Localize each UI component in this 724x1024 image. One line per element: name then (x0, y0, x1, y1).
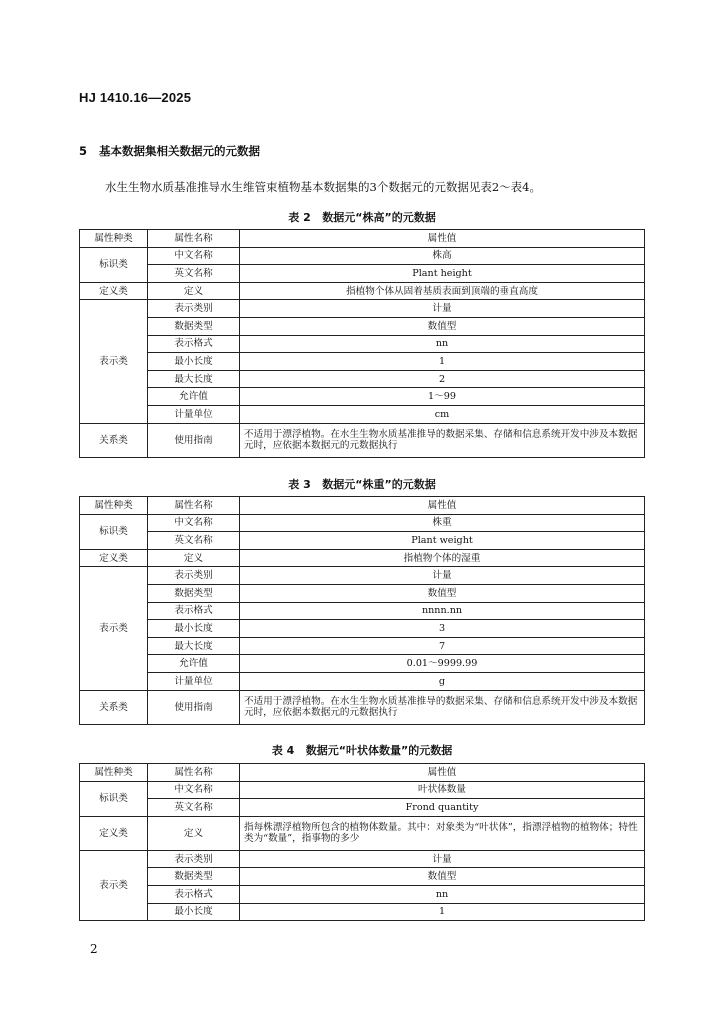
attr-name-cell: 表示类别 (148, 850, 240, 868)
category-cell: 定义类 (80, 282, 148, 300)
attr-name-cell: 最小长度 (148, 353, 240, 371)
table-2 (79, 229, 645, 458)
attr-value-cell: 2 (240, 370, 645, 388)
attr-name-cell: 允许值 (148, 388, 240, 406)
table-3 (79, 496, 645, 725)
attr-name-cell: 允许值 (148, 655, 240, 673)
table-row (80, 532, 645, 550)
attr-value-cell: Frond quantity (240, 799, 645, 817)
attr-name-cell: 表示格式 (148, 885, 240, 903)
attr-value-cell: 数值型 (240, 868, 645, 886)
attr-value-cell: 计量 (240, 850, 645, 868)
attr-name-cell: 中文名称 (148, 247, 240, 265)
attr-value-cell: 数值型 (240, 584, 645, 602)
head-value: 属性值 (240, 497, 645, 515)
attr-name-cell: 最小长度 (148, 620, 240, 638)
attr-name-cell: 数据类型 (148, 868, 240, 886)
table-row (80, 370, 645, 388)
table-head-row (80, 764, 645, 782)
attr-value-cell: Plant height (240, 265, 645, 283)
table-row (80, 514, 645, 532)
attr-value-cell: 指每株漂浮植物所包含的植物体数量。其中：对象类为“叶状体”，指漂浮植物的植物体；特性类为“数量”，指事物的多少 (240, 816, 645, 850)
table-row (80, 353, 645, 371)
head-category: 属性种类 (80, 230, 148, 248)
table-row (80, 602, 645, 620)
attr-value-cell: nn (240, 335, 645, 353)
head-name: 属性名称 (148, 230, 240, 248)
section-number: 5 (79, 144, 88, 158)
page-number: 2 (90, 942, 98, 956)
table-row (80, 637, 645, 655)
attr-value-cell: 不适用于漂浮植物。在水生生物水质基准推导的数据采集、存储和信息系统开发中涉及本数据元时，应依据本数据元的元数据执行 (240, 690, 645, 724)
document-code: HJ 1410.16—2025 (79, 90, 192, 105)
category-cell: 表示类 (80, 850, 148, 920)
table-2-caption: 表 2 数据元“株高”的元数据 (288, 211, 436, 224)
table-row (80, 567, 645, 585)
attr-name-cell: 英文名称 (148, 799, 240, 817)
attr-value-cell: 叶状体数量 (240, 781, 645, 799)
attr-value-cell: 数值型 (240, 317, 645, 335)
head-category: 属性种类 (80, 497, 148, 515)
category-cell: 标识类 (80, 781, 148, 816)
category-cell: 关系类 (80, 690, 148, 724)
attr-name-cell: 使用指南 (148, 690, 240, 724)
table-row (80, 655, 645, 673)
attr-name-cell: 使用指南 (148, 423, 240, 457)
table-3-caption: 表 3 数据元“株重”的元数据 (288, 478, 436, 491)
attr-name-cell: 计量单位 (148, 405, 240, 423)
attr-name-cell: 表示格式 (148, 602, 240, 620)
table-row (80, 388, 645, 406)
intro-paragraph: 水生生物水质基准推导水生维管束植物基本数据集的3个数据元的元数据见表2～表4。 (105, 180, 541, 194)
table-row (80, 850, 645, 868)
table-row (80, 799, 645, 817)
table-row (80, 549, 645, 567)
section-heading (79, 143, 260, 159)
attr-name-cell: 英文名称 (148, 532, 240, 550)
table-4-caption: 表 4 数据元“叶状体数量”的元数据 (271, 744, 453, 757)
head-category: 属性种类 (80, 764, 148, 782)
attr-value-cell: 不适用于漂浮植物。在水生生物水质基准推导的数据采集、存储和信息系统开发中涉及本数据元时，应依据本数据元的元数据执行 (240, 423, 645, 457)
attr-value-cell: nn (240, 885, 645, 903)
table-row (80, 868, 645, 886)
table-row (80, 781, 645, 799)
category-cell: 表示类 (80, 567, 148, 690)
table-head-row (80, 497, 645, 515)
attr-value-cell: 指植物个体的湿重 (240, 549, 645, 567)
attr-value-cell: 株高 (240, 247, 645, 265)
table-row (80, 423, 645, 457)
attr-name-cell: 最小长度 (148, 903, 240, 921)
attr-value-cell: 1～99 (240, 388, 645, 406)
table-row (80, 620, 645, 638)
attr-name-cell: 定义 (148, 282, 240, 300)
attr-name-cell: 最大长度 (148, 370, 240, 388)
section-title: 基本数据集相关数据元的元数据 (99, 144, 261, 158)
attr-value-cell: 株重 (240, 514, 645, 532)
attr-value-cell: g (240, 672, 645, 690)
head-value: 属性值 (240, 764, 645, 782)
category-cell: 定义类 (80, 549, 148, 567)
table-row (80, 885, 645, 903)
attr-value-cell: 计量 (240, 567, 645, 585)
head-name: 属性名称 (148, 497, 240, 515)
attr-name-cell: 计量单位 (148, 672, 240, 690)
category-cell: 标识类 (80, 514, 148, 549)
attr-value-cell: cm (240, 405, 645, 423)
attr-value-cell: 7 (240, 637, 645, 655)
table-row (80, 265, 645, 283)
attr-value-cell: 计量 (240, 300, 645, 318)
attr-value-cell: Plant weight (240, 532, 645, 550)
head-name: 属性名称 (148, 764, 240, 782)
table-row (80, 282, 645, 300)
table-head-row (80, 230, 645, 248)
attr-value-cell: 1 (240, 903, 645, 921)
table-row (80, 300, 645, 318)
category-cell: 标识类 (80, 247, 148, 282)
attr-name-cell: 表示类别 (148, 567, 240, 585)
table-row (80, 405, 645, 423)
attr-name-cell: 中文名称 (148, 781, 240, 799)
attr-name-cell: 数据类型 (148, 584, 240, 602)
attr-value-cell: 指植物个体从固着基质表面到顶端的垂直高度 (240, 282, 645, 300)
attr-value-cell: nnnn.nn (240, 602, 645, 620)
table-row (80, 247, 645, 265)
attr-name-cell: 表示类别 (148, 300, 240, 318)
table-row (80, 816, 645, 850)
category-cell: 定义类 (80, 816, 148, 850)
attr-value-cell: 0.01～9999.99 (240, 655, 645, 673)
attr-name-cell: 定义 (148, 816, 240, 850)
table-row (80, 672, 645, 690)
table-4 (79, 763, 645, 921)
table-row (80, 335, 645, 353)
category-cell: 关系类 (80, 423, 148, 457)
table-row (80, 690, 645, 724)
attr-value-cell: 1 (240, 353, 645, 371)
attr-name-cell: 定义 (148, 549, 240, 567)
attr-name-cell: 中文名称 (148, 514, 240, 532)
attr-name-cell: 英文名称 (148, 265, 240, 283)
table-row (80, 903, 645, 921)
attr-name-cell: 最大长度 (148, 637, 240, 655)
head-value: 属性值 (240, 230, 645, 248)
table-row (80, 317, 645, 335)
attr-name-cell: 数据类型 (148, 317, 240, 335)
attr-value-cell: 3 (240, 620, 645, 638)
table-row (80, 584, 645, 602)
attr-name-cell: 表示格式 (148, 335, 240, 353)
category-cell: 表示类 (80, 300, 148, 423)
